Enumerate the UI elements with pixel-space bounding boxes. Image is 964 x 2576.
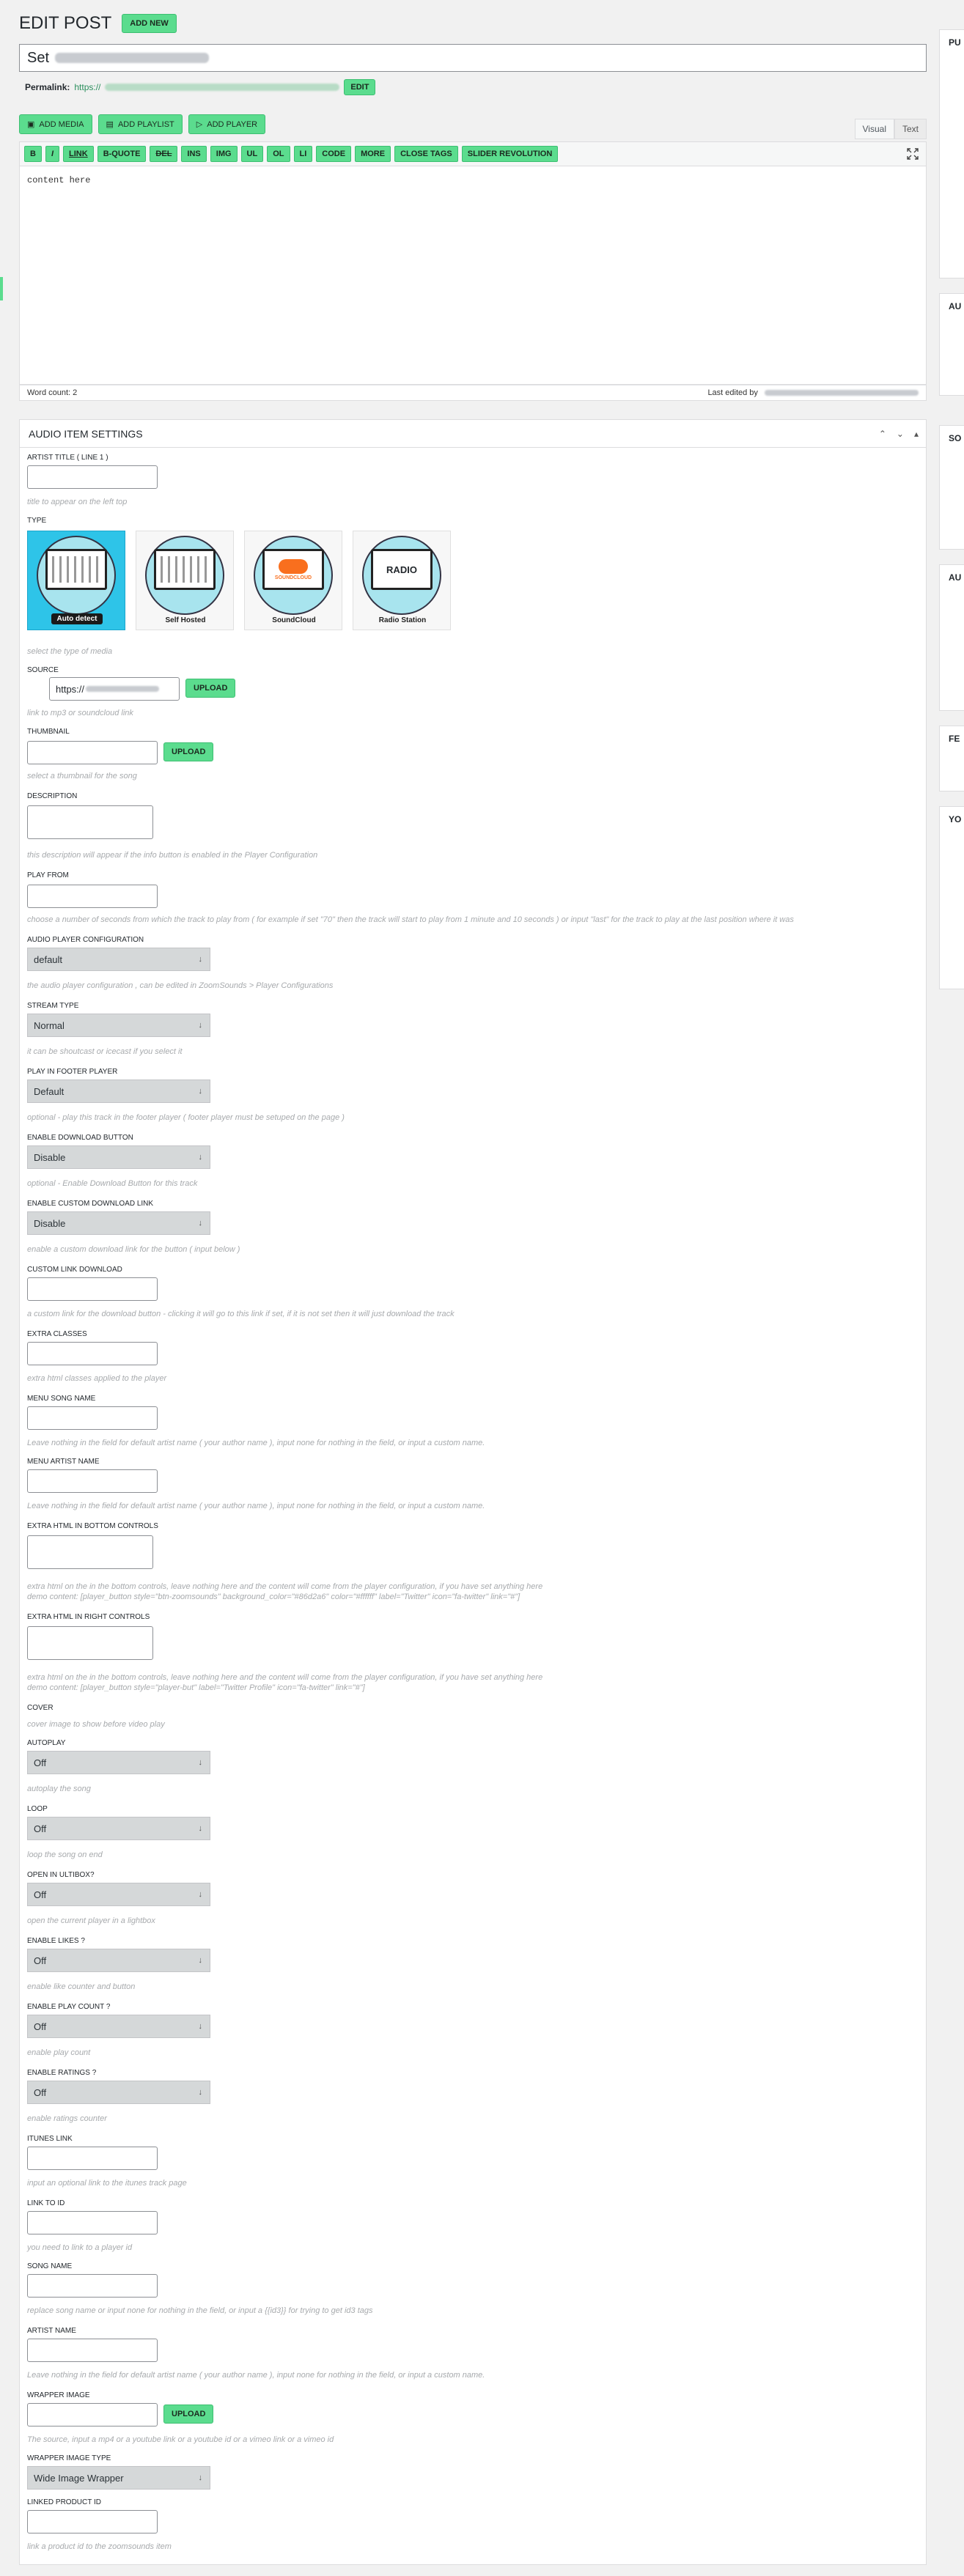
publish-box: [939, 29, 964, 278]
cover-hint: cover image to show before video play: [27, 1720, 165, 1729]
source-upload-button[interactable]: UPLOAD: [185, 679, 235, 698]
chevron-up-icon[interactable]: ⌃: [878, 429, 886, 439]
enable-likes-select[interactable]: [27, 1949, 210, 1972]
enable-likes-hint: enable like counter and button: [27, 1982, 136, 1991]
type-hint: select the type of media: [27, 647, 113, 656]
stream-type-select[interactable]: [27, 1014, 210, 1037]
permalink-edit-button[interactable]: EDIT: [344, 79, 375, 95]
artist-name-label: ARTIST NAME: [27, 2327, 76, 2335]
play-in-footer-select[interactable]: [27, 1080, 210, 1103]
qt-close-tags[interactable]: CLOSE TAGS: [394, 146, 458, 162]
enable-ratings-hint: enable ratings counter: [27, 2114, 107, 2123]
stream-type-label: STREAM TYPE: [27, 1002, 79, 1010]
self-hosted-screen: [154, 549, 216, 590]
select-arrow-icon: ↓: [198, 2473, 202, 2482]
itunes-link-hint: input an optional link to the itunes track page: [27, 2179, 187, 2188]
last-edited-blurred: [765, 390, 919, 396]
qt-more[interactable]: MORE: [355, 146, 391, 162]
menu-song-name-label: MENU SONG NAME: [27, 1395, 96, 1403]
soundcloud-logo-text: SOUNDCLOUD: [274, 575, 312, 580]
page-title: EDIT POST: [19, 13, 112, 33]
menu-artist-name-input[interactable]: [27, 1469, 158, 1493]
permalink-blurred: [105, 84, 339, 91]
select-arrow-icon: ↓: [198, 1087, 202, 1096]
wrapper-image-upload-button[interactable]: UPLOAD: [163, 2405, 213, 2424]
add-player-button[interactable]: [188, 114, 265, 134]
loop-label: LOOP: [27, 1805, 48, 1813]
yoast-box-title: YO: [949, 814, 962, 824]
extra-html-right-label: EXTRA HTML IN RIGHT CONTROLS: [27, 1613, 150, 1621]
audio-box: [939, 293, 964, 396]
custom-link-download-hint: a custom link for the download button - clicking it will go to this link if set, if it is not set then it will just download the track: [27, 1310, 455, 1318]
source-label: SOURCE: [27, 666, 59, 674]
add-media-label: ADD MEDIA: [39, 119, 84, 129]
song-name-hint: replace song name or input none for nothing in the field, or input a {{id3}} for trying to get id3 tags: [27, 2306, 373, 2315]
audio-box-title: AU: [949, 301, 962, 311]
select-arrow-icon: ↓: [198, 1153, 202, 1162]
extra-html-right-hint: extra html on the in the bottom controls, leave nothing here and the content will come from the player configuration, if you have set anything here: [27, 1673, 543, 1682]
artist-title-input[interactable]: [27, 465, 158, 489]
featured-box: [939, 726, 964, 791]
linked-product-id-hint: link a product id to the zoomsounds item: [27, 2542, 172, 2551]
permalink-link[interactable]: https://: [74, 82, 101, 92]
select-arrow-icon: ↓: [198, 1956, 202, 1965]
select-arrow-icon: ↓: [198, 1758, 202, 1767]
artist-name-input[interactable]: [27, 2339, 158, 2362]
radio-screen: [371, 549, 433, 590]
word-count: Word count: 2: [27, 388, 78, 397]
soundcloud-icon: [279, 559, 308, 574]
wrapper-image-type-value: Wide Image Wrapper: [34, 2472, 124, 2484]
audio-player-config-select[interactable]: [27, 948, 210, 971]
enable-play-count-label: ENABLE PLAY COUNT ?: [27, 2003, 111, 2011]
audio-player-config-hint: the audio player configuration , can be edited in ZoomSounds > Player Configurations: [27, 981, 334, 990]
add-playlist-button[interactable]: [98, 114, 183, 134]
loop-hint: loop the song on end: [27, 1850, 103, 1859]
enable-download-label: ENABLE DOWNLOAD BUTTON: [27, 1134, 133, 1142]
qt-slider-revolution[interactable]: SLIDER REVOLUTION: [462, 146, 559, 162]
linked-product-id-input[interactable]: [27, 2510, 158, 2533]
description-hint: this description will appear if the info button is enabled in the Player Configuration: [27, 851, 318, 860]
select-arrow-icon: ↓: [198, 1021, 202, 1030]
extra-classes-hint: extra html classes applied to the player: [27, 1374, 167, 1383]
source-hint: link to mp3 or soundcloud link: [27, 709, 133, 717]
menu-artist-name-hint: Leave nothing in the field for default artist name ( your author name ), input none for nothing in the field, or input a custom name.: [27, 1502, 485, 1510]
type-auto-detect-label: Auto detect: [51, 613, 103, 624]
post-title-text: Set: [27, 49, 50, 66]
toggle-icon[interactable]: ▴: [913, 429, 919, 439]
open-ultibox-select[interactable]: [27, 1883, 210, 1906]
cover-label: COVER: [27, 1704, 54, 1712]
wrapper-image-type-label: WRAPPER IMAGE TYPE: [27, 2454, 111, 2462]
enable-custom-download-select[interactable]: [27, 1211, 210, 1235]
autoplay-value: Off: [34, 1757, 47, 1768]
extra-html-bottom-demo: demo content: [player_button style="btn-zoomsounds" background_color="#86d2a6" color="#ffffff" label="Twitter" icon="fa-twitter" link="#"]: [27, 1593, 520, 1601]
artist-title-hint: title to appear on the left top: [27, 498, 128, 506]
enable-likes-value: Off: [34, 1955, 47, 1966]
add-playlist-label: ADD PLAYLIST: [117, 119, 174, 129]
thumbnail-upload-button[interactable]: UPLOAD: [163, 742, 213, 761]
link-to-id-input[interactable]: [27, 2211, 158, 2234]
wrapper-image-label: WRAPPER IMAGE: [27, 2391, 90, 2399]
enable-download-hint: optional - Enable Download Button for this track: [27, 1179, 198, 1188]
play-from-label: PLAY FROM: [27, 871, 69, 879]
type-auto-detect[interactable]: [27, 531, 125, 630]
qt-ol[interactable]: OL: [267, 146, 290, 162]
play-in-footer-hint: optional - play this track in the footer player ( footer player must be setuped on the page ): [27, 1113, 345, 1122]
admin-menu-indicator: [0, 277, 3, 300]
menu-artist-name-label: MENU ARTIST NAME: [27, 1458, 100, 1466]
autoplay-hint: autoplay the song: [27, 1785, 91, 1793]
select-arrow-icon: ↓: [198, 1890, 202, 1899]
extra-html-right-textarea[interactable]: [27, 1626, 153, 1660]
enable-play-count-value: Off: [34, 2020, 47, 2032]
page-header: [19, 13, 177, 34]
qt-img[interactable]: IMG: [210, 146, 238, 162]
description-label: DESCRIPTION: [27, 792, 78, 800]
qt-del[interactable]: DEL: [150, 146, 177, 162]
grid-icon: [161, 556, 209, 583]
enable-likes-label: ENABLE LIKES ?: [27, 1937, 85, 1945]
select-arrow-icon: ↓: [198, 2088, 202, 2097]
type-soundcloud[interactable]: [244, 531, 342, 630]
extra-html-right-demo: demo content: [player_button style="player-but" label="Twitter Profile" icon="fa-twitter" link="#"]: [27, 1683, 365, 1692]
autoplay-select[interactable]: [27, 1751, 210, 1774]
thumbnail-input[interactable]: [27, 741, 158, 764]
loop-select[interactable]: [27, 1817, 210, 1840]
stream-type-value: Normal: [34, 1019, 65, 1031]
qt-link[interactable]: LINK: [63, 146, 94, 162]
custom-link-download-label: CUSTOM LINK DOWNLOAD: [27, 1266, 122, 1274]
soundcloud-screen: [262, 549, 324, 590]
qt-code[interactable]: CODE: [316, 146, 351, 162]
sidebar: [939, 0, 964, 2576]
play-from-hint: choose a number of seconds from which the track to play from ( for example if set "70" then the track will start to play from 1 minute and 10 seconds ) or input "last" for the track to play at the last position where it was: [27, 915, 794, 924]
open-ultibox-label: OPEN IN ULTIBOX?: [27, 1871, 95, 1879]
select-arrow-icon: ↓: [198, 1219, 202, 1228]
play-in-footer-value: Default: [34, 1085, 65, 1097]
permalink-row: [25, 79, 375, 95]
yoast-box: [939, 806, 964, 989]
stream-type-hint: it can be shoutcast or icecast if you select it: [27, 1047, 183, 1056]
qt-blockquote[interactable]: B-QUOTE: [97, 146, 147, 162]
itunes-link-input[interactable]: [27, 2147, 158, 2170]
audio-player-config-label: AUDIO PLAYER CONFIGURATION: [27, 936, 144, 944]
enable-ratings-value: Off: [34, 2086, 47, 2098]
type-label: TYPE: [27, 517, 47, 525]
post-title-input[interactable]: [19, 44, 927, 72]
type-radio-station[interactable]: [353, 531, 451, 630]
sound-box: [939, 425, 964, 550]
select-arrow-icon: ↓: [198, 955, 202, 964]
qt-bold[interactable]: B: [24, 146, 42, 162]
last-edited-label: Last edited by: [707, 388, 758, 397]
featured-box-title: FE: [949, 734, 960, 744]
tab-visual[interactable]: Visual: [855, 119, 894, 139]
content-editor: [19, 114, 927, 406]
loop-value: Off: [34, 1823, 47, 1834]
enable-download-select[interactable]: [27, 1145, 210, 1169]
qt-ul[interactable]: UL: [241, 146, 264, 162]
type-radio-station-label: Radio Station: [378, 616, 427, 624]
audio-box-2: [939, 564, 964, 711]
editor-status-bar: [19, 385, 927, 401]
fullscreen-icon[interactable]: [907, 148, 919, 160]
panel-header: [20, 420, 926, 448]
enable-ratings-select[interactable]: [27, 2081, 210, 2104]
wrapper-image-hint: The source, input a mp4 or a youtube link or a youtube id or a vimeo link or a vimeo id: [27, 2435, 334, 2444]
song-name-input[interactable]: [27, 2274, 158, 2298]
permalink-label: Permalink:: [25, 82, 70, 92]
source-input[interactable]: [49, 677, 180, 701]
type-self-hosted[interactable]: [136, 531, 234, 630]
source-value: https://: [56, 683, 85, 695]
enable-custom-download-hint: enable a custom download link for the button ( input below ): [27, 1245, 240, 1254]
linked-product-id-label: LINKED PRODUCT ID: [27, 2498, 101, 2506]
auto-detect-screen: [45, 549, 107, 590]
thumbnail-hint: select a thumbnail for the song: [27, 772, 137, 780]
enable-play-count-hint: enable play count: [27, 2048, 91, 2057]
extra-classes-input[interactable]: [27, 1342, 158, 1365]
enable-custom-download-value: Disable: [34, 1217, 66, 1229]
radio-icon: RADIO: [386, 564, 417, 575]
play-circle-icon: ▷: [196, 120, 203, 129]
content-textarea[interactable]: content here: [19, 166, 927, 385]
grid-icon: [52, 556, 100, 583]
tab-text[interactable]: Text: [894, 119, 927, 139]
extra-html-bottom-hint: extra html on the in the bottom controls, leave nothing here and the content will come from the player configuration, if you have set anything here: [27, 1582, 543, 1591]
enable-play-count-select[interactable]: [27, 2015, 210, 2038]
type-self-hosted-label: Self Hosted: [165, 616, 206, 624]
chevron-down-icon[interactable]: ⌄: [896, 429, 904, 439]
play-in-footer-label: PLAY IN FOOTER PLAYER: [27, 1068, 118, 1076]
link-to-id-label: LINK TO ID: [27, 2199, 65, 2207]
menu-song-name-input[interactable]: [27, 1406, 158, 1430]
quicktags-toolbar: [19, 141, 927, 166]
select-arrow-icon: ↓: [198, 1824, 202, 1833]
audio-item-settings-panel: [19, 419, 927, 2565]
media-icon: ▣: [27, 120, 35, 129]
description-textarea[interactable]: [27, 805, 153, 839]
custom-link-download-input[interactable]: [27, 1277, 158, 1301]
type-soundcloud-label: SoundCloud: [272, 616, 316, 624]
add-new-button[interactable]: ADD NEW: [122, 14, 177, 33]
post-title-blurred: [55, 53, 209, 63]
artist-name-hint: Leave nothing in the field for default artist name ( your author name ), input none for nothing in the field, or input a custom name.: [27, 2371, 485, 2380]
wrapper-image-input[interactable]: [27, 2403, 158, 2426]
play-from-input[interactable]: [27, 885, 158, 908]
open-ultibox-value: Off: [34, 1889, 47, 1900]
audio-box-2-title: AU: [949, 572, 962, 583]
select-arrow-icon: ↓: [198, 2022, 202, 2031]
enable-custom-download-label: ENABLE CUSTOM DOWNLOAD LINK: [27, 1200, 154, 1208]
menu-song-name-hint: Leave nothing in the field for default artist name ( your author name ), input none for nothing in the field, or input a custom name.: [27, 1439, 485, 1447]
editor-tabs: [855, 119, 927, 139]
media-buttons: [19, 114, 927, 134]
enable-ratings-label: ENABLE RATINGS ?: [27, 2069, 97, 2077]
wrapper-image-type-select[interactable]: [27, 2466, 210, 2490]
open-ultibox-hint: open the current player in a lightbox: [27, 1916, 155, 1925]
type-selector: [27, 531, 451, 630]
link-to-id-hint: you need to link to a player id: [27, 2243, 133, 2252]
song-name-label: SONG NAME: [27, 2262, 73, 2270]
enable-download-value: Disable: [34, 1151, 66, 1163]
thumbnail-label: THUMBNAIL: [27, 728, 70, 736]
panel-controls: [879, 429, 919, 439]
playlist-icon: ▤: [106, 120, 114, 129]
artist-title-label: ARTIST TITLE ( LINE 1 ): [27, 454, 108, 462]
qt-ins[interactable]: INS: [181, 146, 206, 162]
source-blurred: [86, 686, 159, 692]
autoplay-label: AUTOPLAY: [27, 1739, 66, 1747]
last-edited: [707, 388, 919, 397]
publish-box-title: PU: [949, 37, 961, 48]
extra-classes-label: EXTRA CLASSES: [27, 1330, 87, 1338]
audio-player-config-value: default: [34, 953, 63, 965]
sound-box-title: SO: [949, 433, 962, 443]
extra-html-bottom-textarea[interactable]: [27, 1535, 153, 1569]
itunes-link-label: ITUNES LINK: [27, 2135, 73, 2143]
qt-italic[interactable]: I: [45, 146, 59, 162]
add-media-button[interactable]: [19, 114, 92, 134]
qt-li[interactable]: LI: [294, 146, 313, 162]
extra-html-bottom-label: EXTRA HTML IN BOTTOM CONTROLS: [27, 1522, 158, 1530]
panel-title: AUDIO ITEM SETTINGS: [29, 427, 143, 440]
add-player-label: ADD PLAYER: [207, 119, 258, 129]
